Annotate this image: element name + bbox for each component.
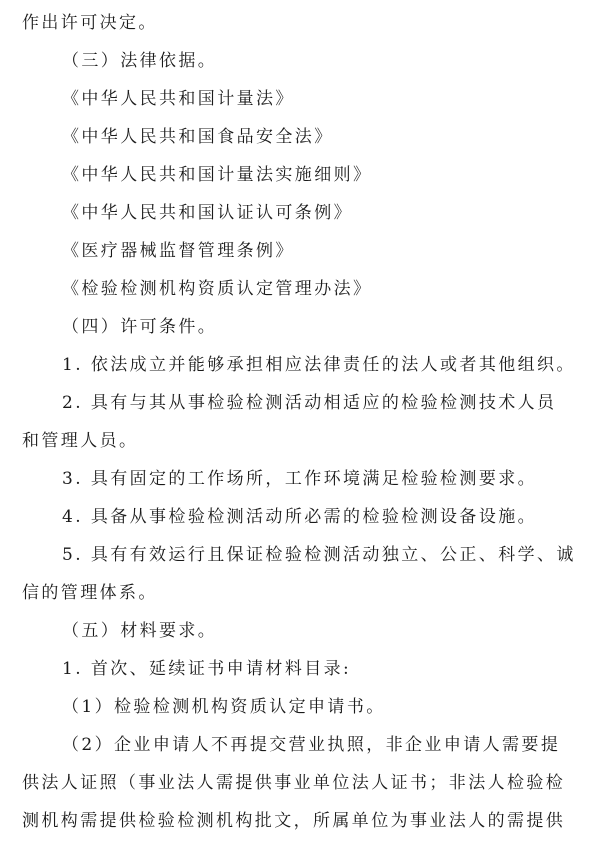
section-heading: （四）许可条件。 [62,317,218,337]
condition-item: 4. 具备从事检验检测活动所必需的检验检测设备设施。 [62,507,538,527]
section-heading: （五）材料要求。 [62,621,218,641]
material-item: （1）检验检测机构资质认定申请书。 [62,697,386,717]
material-item-continuation: 测机构需提供检验检测机构批文，所属单位为事业法人的需提供 [22,811,566,831]
condition-item: 1. 依法成立并能够承担相应法律责任的法人或者其他组织。 [62,355,576,375]
condition-item: 3. 具有固定的工作场所，工作环境满足检验检测要求。 [62,469,538,489]
condition-item: 5. 具有有效运行且保证检验检测活动独立、公正、科学、诚 [62,545,576,565]
law-title: 《中华人民共和国计量法》 [62,89,295,109]
material-item: 1. 首次、延续证书申请材料目录: [62,659,352,679]
condition-item-continuation: 和管理人员。 [22,431,139,451]
section-heading: （三）法律依据。 [62,51,218,71]
law-title: 《中华人民共和国认证认可条例》 [62,203,353,223]
condition-item-continuation: 信的管理体系。 [22,583,158,603]
material-item-continuation: 供法人证照（事业法人需提供事业单位法人证书；非法人检验检 [22,773,566,793]
law-title: 《医疗器械监督管理条例》 [62,241,295,261]
law-title: 《中华人民共和国食品安全法》 [62,127,334,147]
condition-item: 2. 具有与其从事检验检测活动相适应的检验检测技术人员 [62,393,557,413]
text-line: 作出许可决定。 [22,13,158,33]
law-title: 《中华人民共和国计量法实施细则》 [62,165,373,185]
material-item: （2）企业申请人不再提交营业执照，非企业申请人需要提 [62,735,561,755]
law-title: 《检验检测机构资质认定管理办法》 [62,279,373,299]
